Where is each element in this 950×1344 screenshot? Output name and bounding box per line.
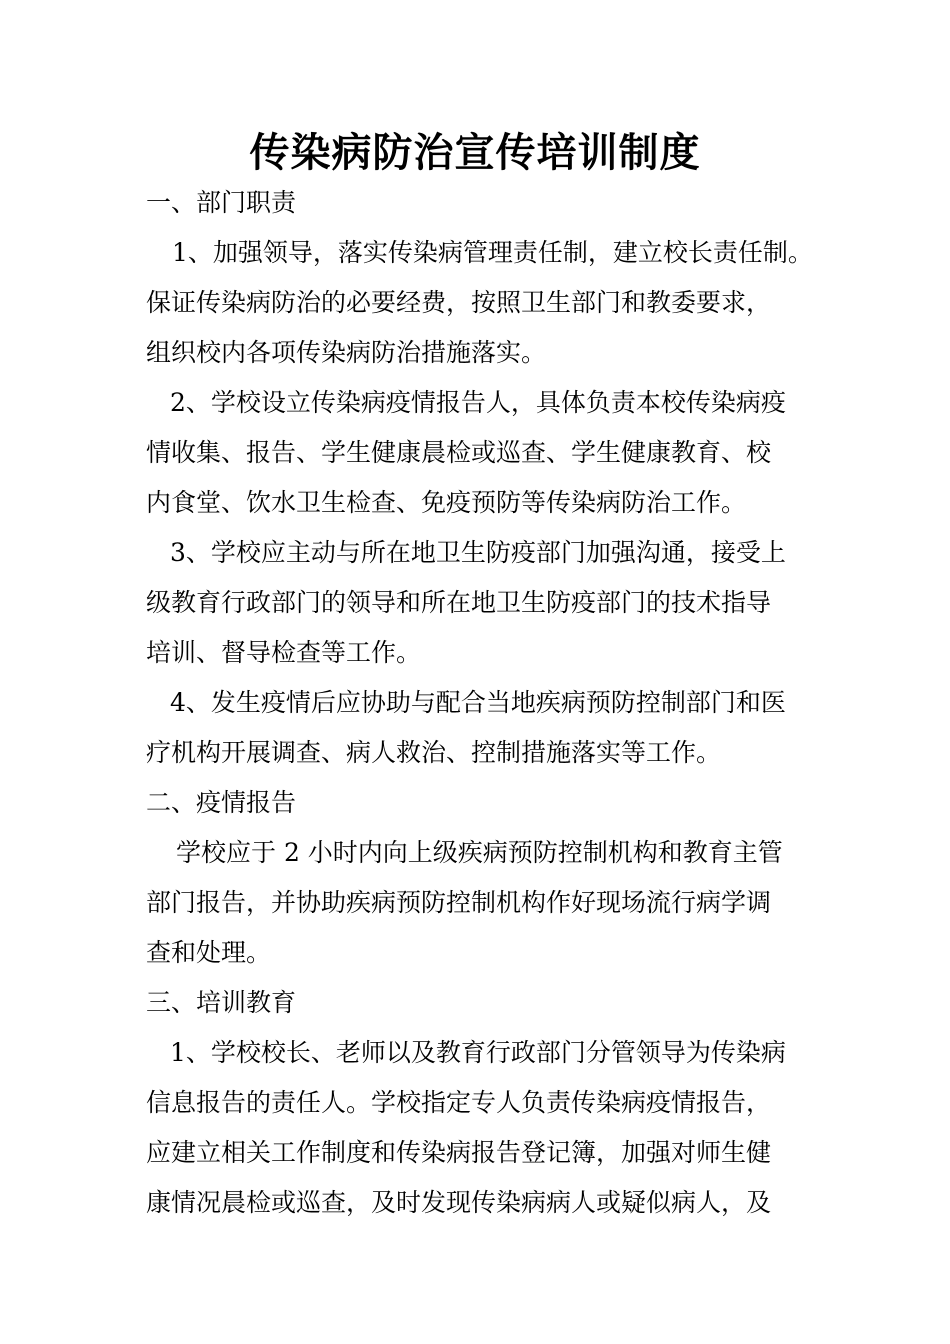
paragraph-line: 学校应于 2 小时内向上级疾病预防控制机构和教育主管	[176, 838, 783, 867]
paragraph-line: 1、学校校长、老师以及教育行政部门分管领导为传染病	[170, 1038, 786, 1067]
paragraph-line: 信息报告的责任人。学校指定专人负责传染病疫情报告，	[146, 1088, 772, 1117]
paragraph-line: 组织校内各项传染病防治措施落实。	[146, 338, 547, 367]
paragraph-line: 康情况晨检或巡查，及时发现传染病病人或疑似病人，及	[146, 1188, 772, 1217]
paragraph-line: 部门报告，并协助疾病预防控制机构作好现场流行病学调	[146, 888, 772, 917]
paragraph-line: 应建立相关工作制度和传染病报告登记簿，加强对师生健	[146, 1138, 772, 1167]
section-heading-1: 一、部门职责	[146, 188, 297, 217]
paragraph-line: 级教育行政部门的领导和所在地卫生防疫部门的技术指导	[146, 588, 772, 617]
paragraph-line: 内食堂、饮水卫生检查、免疫预防等传染病防治工作。	[146, 488, 747, 517]
paragraph-line: 2、学校设立传染病疫情报告人，具体负责本校传染病疫	[170, 388, 786, 417]
document-title: 传染病防治宣传培训制度	[249, 130, 701, 176]
paragraph-line: 保证传染病防治的必要经费，按照卫生部门和教委要求，	[146, 288, 772, 317]
section-heading-2: 二、疫情报告	[146, 788, 297, 817]
document-body	[146, 178, 836, 1228]
paragraph-line: 4、发生疫情后应协助与配合当地疾病预防控制部门和医	[170, 688, 786, 717]
paragraph-line: 培训、督导检查等工作。	[146, 638, 422, 667]
paragraph-line: 1、加强领导，落实传染病管理责任制，建立校长责任制。	[172, 238, 813, 267]
paragraph-line: 情收集、报告、学生健康晨检或巡查、学生健康教育、校	[146, 438, 772, 467]
paragraph-line: 3、学校应主动与所在地卫生防疫部门加强沟通，接受上	[170, 538, 786, 567]
paragraph-line: 查和处理。	[146, 938, 272, 967]
paragraph-line: 疗机构开展调查、病人救治、控制措施落实等工作。	[146, 738, 722, 767]
section-heading-3: 三、培训教育	[146, 988, 297, 1017]
